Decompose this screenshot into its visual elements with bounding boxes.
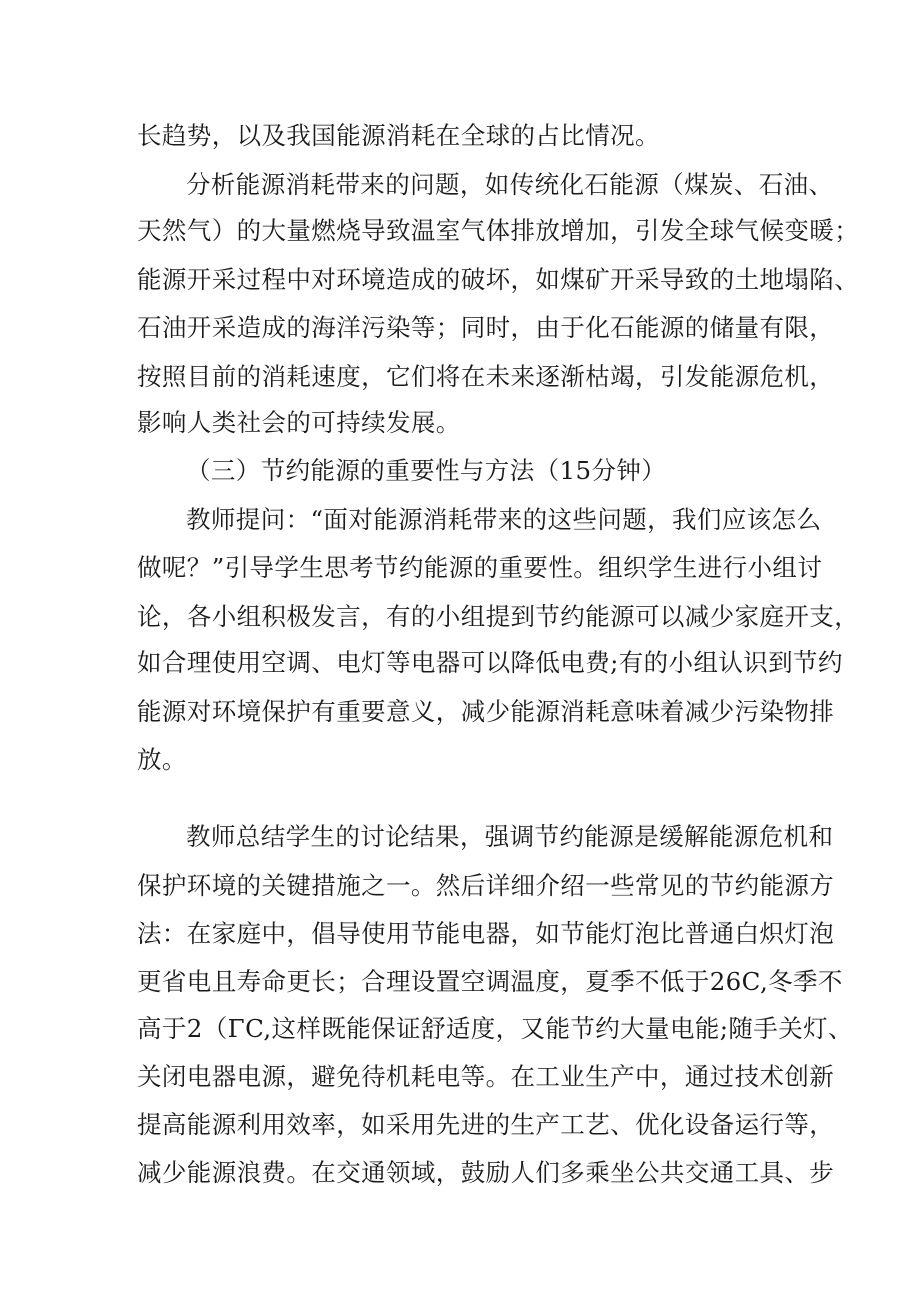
paragraph-line: 能源开采过程中对环境造成的破坏，如煤矿开采导致的土地塌陷、 — [137, 265, 860, 294]
paragraph-line: 保护环境的关键措施之一。然后详细介绍一些常见的节约能源方 — [137, 871, 835, 900]
paragraph-line: 高于2（ΓC,这样既能保证舒适度，又能节约大量电能;随手关灯、 — [137, 1014, 853, 1043]
paragraph-line: 论，各小组积极发言，有的小组提到节约能源可以减少家庭开支， — [137, 602, 860, 631]
paragraph-line: 法：在家庭中，倡导使用节能电器，如节能灯泡比普通白炽灯泡 — [137, 919, 835, 948]
paragraph-line: 做呢？”引导学生思考节约能源的重要性。组织学生进行小组讨 — [137, 553, 823, 582]
paragraph-line: 影响人类社会的可持续发展。 — [137, 408, 461, 437]
paragraph-line: 教师总结学生的讨论结果，强调节约能源是缓解能源危机和 — [186, 822, 834, 851]
paragraph-line: 按照目前的消耗速度，它们将在未来逐渐枯竭，引发能源危机， — [137, 362, 835, 391]
paragraph-line: 放。 — [137, 745, 187, 774]
section-heading: （三）节约能源的重要性与方法（15分钟） — [186, 456, 667, 485]
paragraph-line: 提高能源利用效率，如采用先进的生产工艺、优化设备运行等， — [137, 1110, 835, 1139]
paragraph-line: 如合理使用空调、电灯等电器可以降低电费;有的小组认识到节约 — [137, 648, 843, 677]
paragraph-line: 关闭电器电源，避免待机耗电等。在工业生产中，通过技术创新 — [137, 1062, 835, 1091]
paragraph-line: 分析能源消耗带来的问题，如传统化石能源（煤炭、石油、 — [186, 170, 834, 199]
paragraph-line: 更省电且寿命更长；合理设置空调温度，夏季不低于26C,冬季不 — [137, 967, 843, 996]
paragraph-line: 减少能源浪费。在交通领域，鼓励人们多乘坐公共交通工具、步 — [137, 1158, 835, 1187]
paragraph-line: 能源对环境保护有重要意义，减少能源消耗意味着减少污染物排 — [137, 697, 835, 726]
paragraph-line: 长趋势，以及我国能源消耗在全球的占比情况。 — [137, 121, 660, 150]
paragraph-line: 天然气）的大量燃烧导致温室气体排放增加，引发全球气候变暖； — [137, 216, 860, 245]
paragraph-line: 教师提问：“面对能源消耗带来的这些问题，我们应该怎么 — [186, 505, 822, 534]
paragraph-line: 石油开采造成的海洋污染等；同时，由于化石能源的储量有限， — [137, 313, 835, 342]
